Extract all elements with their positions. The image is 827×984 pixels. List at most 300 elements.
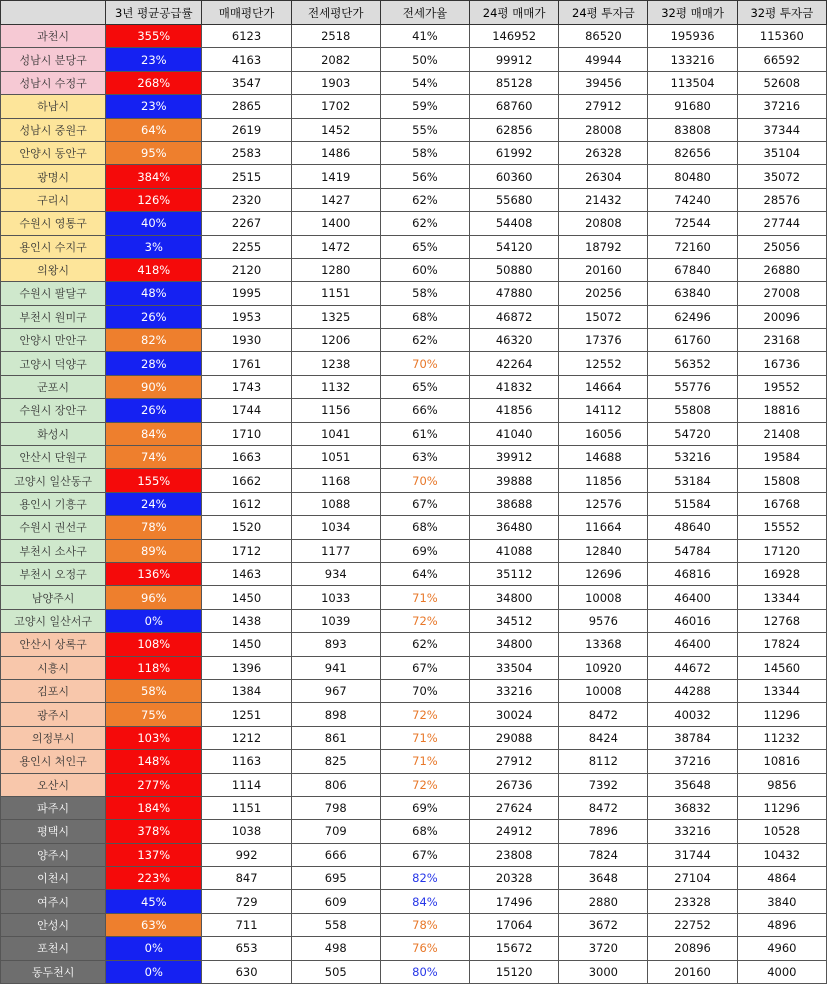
investment-24-cell: 17376 <box>559 329 648 352</box>
price-32-cell: 72544 <box>648 212 737 235</box>
table-row <box>1 656 827 679</box>
jeonse-ratio-cell: 65% <box>380 235 469 258</box>
price-32-cell: 48640 <box>648 516 737 539</box>
price-32-cell: 33216 <box>648 820 737 843</box>
jeonse-price-cell: 806 <box>291 773 380 796</box>
price-24-cell: 30024 <box>470 703 559 726</box>
price-32-cell: 83808 <box>648 118 737 141</box>
sale-price-cell: 1743 <box>202 375 291 398</box>
jeonse-ratio-cell: 58% <box>380 282 469 305</box>
price-24-cell: 38688 <box>470 492 559 515</box>
investment-24-cell: 11856 <box>559 469 648 492</box>
jeonse-ratio-cell: 76% <box>380 937 469 960</box>
investment-24-cell: 21432 <box>559 188 648 211</box>
investment-24-cell: 12576 <box>559 492 648 515</box>
investment-32-cell: 4960 <box>737 937 826 960</box>
price-32-cell: 55776 <box>648 375 737 398</box>
table-row <box>1 773 827 796</box>
table-row <box>1 820 827 843</box>
supply-rate-cell: 355% <box>106 25 202 48</box>
price-32-cell: 44672 <box>648 656 737 679</box>
sale-price-cell: 1212 <box>202 726 291 749</box>
sale-price-cell: 1151 <box>202 796 291 819</box>
investment-24-cell: 8472 <box>559 703 648 726</box>
sale-price-cell: 1663 <box>202 446 291 469</box>
investment-32-cell: 4896 <box>737 913 826 936</box>
supply-rate-cell: 24% <box>106 492 202 515</box>
investment-32-cell: 26880 <box>737 258 826 281</box>
table-row <box>1 750 827 773</box>
price-32-cell: 37216 <box>648 750 737 773</box>
header-32-sale-price: 32평 매매가 <box>648 1 737 25</box>
jeonse-ratio-cell: 82% <box>380 867 469 890</box>
table-row <box>1 422 827 445</box>
investment-32-cell: 19552 <box>737 375 826 398</box>
sale-price-cell: 1163 <box>202 750 291 773</box>
sale-price-cell: 1761 <box>202 352 291 375</box>
price-32-cell: 72160 <box>648 235 737 258</box>
jeonse-price-cell: 934 <box>291 562 380 585</box>
investment-32-cell: 13344 <box>737 679 826 702</box>
price-24-cell: 39912 <box>470 446 559 469</box>
table-row <box>1 586 827 609</box>
supply-rate-cell: 84% <box>106 422 202 445</box>
price-32-cell: 195936 <box>648 25 737 48</box>
price-32-cell: 38784 <box>648 726 737 749</box>
jeonse-ratio-cell: 62% <box>380 212 469 235</box>
supply-rate-cell: 74% <box>106 446 202 469</box>
investment-32-cell: 19584 <box>737 446 826 469</box>
sale-price-cell: 630 <box>202 960 291 983</box>
supply-rate-cell: 48% <box>106 282 202 305</box>
price-32-cell: 53184 <box>648 469 737 492</box>
sale-price-cell: 1251 <box>202 703 291 726</box>
investment-32-cell: 20096 <box>737 305 826 328</box>
jeonse-ratio-cell: 60% <box>380 258 469 281</box>
price-32-cell: 27104 <box>648 867 737 890</box>
supply-rate-cell: 63% <box>106 913 202 936</box>
sale-price-cell: 1612 <box>202 492 291 515</box>
sale-price-cell: 2267 <box>202 212 291 235</box>
header-sale-price-per-pyeong: 매매평단가 <box>202 1 291 25</box>
region-cell: 안산시 상록구 <box>1 633 106 656</box>
region-cell: 동두천시 <box>1 960 106 983</box>
table-row <box>1 329 827 352</box>
jeonse-price-cell: 1051 <box>291 446 380 469</box>
supply-rate-cell: 3% <box>106 235 202 258</box>
region-cell: 안산시 단원구 <box>1 446 106 469</box>
investment-32-cell: 25056 <box>737 235 826 258</box>
investment-24-cell: 39456 <box>559 71 648 94</box>
investment-24-cell: 49944 <box>559 48 648 71</box>
jeonse-price-cell: 1427 <box>291 188 380 211</box>
supply-rate-cell: 155% <box>106 469 202 492</box>
supply-rate-cell: 126% <box>106 188 202 211</box>
jeonse-ratio-cell: 64% <box>380 562 469 585</box>
supply-rate-cell: 184% <box>106 796 202 819</box>
region-cell: 수원시 영통구 <box>1 212 106 235</box>
jeonse-price-cell: 798 <box>291 796 380 819</box>
jeonse-ratio-cell: 61% <box>380 422 469 445</box>
region-cell: 수원시 팔달구 <box>1 282 106 305</box>
sale-price-cell: 992 <box>202 843 291 866</box>
jeonse-ratio-cell: 55% <box>380 118 469 141</box>
jeonse-ratio-cell: 68% <box>380 305 469 328</box>
investment-32-cell: 21408 <box>737 422 826 445</box>
price-32-cell: 113504 <box>648 71 737 94</box>
sale-price-cell: 2120 <box>202 258 291 281</box>
investment-32-cell: 27744 <box>737 212 826 235</box>
investment-24-cell: 20808 <box>559 212 648 235</box>
jeonse-price-cell: 1702 <box>291 95 380 118</box>
price-32-cell: 67840 <box>648 258 737 281</box>
region-cell: 수원시 장안구 <box>1 399 106 422</box>
jeonse-price-cell: 861 <box>291 726 380 749</box>
supply-rate-cell: 23% <box>106 48 202 71</box>
jeonse-price-cell: 898 <box>291 703 380 726</box>
table-row <box>1 469 827 492</box>
price-24-cell: 20328 <box>470 867 559 890</box>
investment-24-cell: 12840 <box>559 539 648 562</box>
region-cell: 부천시 소사구 <box>1 539 106 562</box>
price-32-cell: 46016 <box>648 609 737 632</box>
investment-32-cell: 14560 <box>737 656 826 679</box>
investment-24-cell: 3648 <box>559 867 648 890</box>
price-32-cell: 40032 <box>648 703 737 726</box>
investment-32-cell: 27008 <box>737 282 826 305</box>
sale-price-cell: 2320 <box>202 188 291 211</box>
investment-32-cell: 12768 <box>737 609 826 632</box>
table-row <box>1 375 827 398</box>
price-32-cell: 22752 <box>648 913 737 936</box>
jeonse-price-cell: 1151 <box>291 282 380 305</box>
jeonse-price-cell: 695 <box>291 867 380 890</box>
jeonse-ratio-cell: 84% <box>380 890 469 913</box>
price-32-cell: 82656 <box>648 141 737 164</box>
price-24-cell: 54120 <box>470 235 559 258</box>
price-24-cell: 55680 <box>470 188 559 211</box>
table-row <box>1 235 827 258</box>
price-24-cell: 146952 <box>470 25 559 48</box>
jeonse-ratio-cell: 58% <box>380 141 469 164</box>
region-cell: 양주시 <box>1 843 106 866</box>
investment-32-cell: 37216 <box>737 95 826 118</box>
table-row <box>1 516 827 539</box>
investment-24-cell: 15072 <box>559 305 648 328</box>
price-24-cell: 50880 <box>470 258 559 281</box>
region-cell: 평택시 <box>1 820 106 843</box>
sale-price-cell: 1450 <box>202 633 291 656</box>
table-row <box>1 796 827 819</box>
supply-rate-cell: 90% <box>106 375 202 398</box>
investment-32-cell: 3840 <box>737 890 826 913</box>
price-32-cell: 36832 <box>648 796 737 819</box>
table-row <box>1 212 827 235</box>
investment-24-cell: 27912 <box>559 95 648 118</box>
sale-price-cell: 1662 <box>202 469 291 492</box>
sale-price-cell: 4163 <box>202 48 291 71</box>
investment-32-cell: 10432 <box>737 843 826 866</box>
jeonse-price-cell: 1177 <box>291 539 380 562</box>
jeonse-price-cell: 1039 <box>291 609 380 632</box>
supply-rate-cell: 23% <box>106 95 202 118</box>
jeonse-ratio-cell: 63% <box>380 446 469 469</box>
region-cell: 성남시 분당구 <box>1 48 106 71</box>
price-32-cell: 54784 <box>648 539 737 562</box>
jeonse-ratio-cell: 68% <box>380 820 469 843</box>
table-row <box>1 492 827 515</box>
investment-24-cell: 28008 <box>559 118 648 141</box>
region-cell: 수원시 권선구 <box>1 516 106 539</box>
table-row <box>1 703 827 726</box>
region-cell: 용인시 처인구 <box>1 750 106 773</box>
jeonse-price-cell: 967 <box>291 679 380 702</box>
sale-price-cell: 653 <box>202 937 291 960</box>
region-cell: 성남시 수정구 <box>1 71 106 94</box>
price-24-cell: 34800 <box>470 586 559 609</box>
sale-price-cell: 6123 <box>202 25 291 48</box>
supply-rate-cell: 95% <box>106 141 202 164</box>
investment-32-cell: 17120 <box>737 539 826 562</box>
region-cell: 남양주시 <box>1 586 106 609</box>
price-32-cell: 61760 <box>648 329 737 352</box>
supply-rate-cell: 378% <box>106 820 202 843</box>
investment-32-cell: 15552 <box>737 516 826 539</box>
investment-24-cell: 14688 <box>559 446 648 469</box>
price-24-cell: 68760 <box>470 95 559 118</box>
sale-price-cell: 2255 <box>202 235 291 258</box>
jeonse-price-cell: 1033 <box>291 586 380 609</box>
investment-32-cell: 17824 <box>737 633 826 656</box>
investment-32-cell: 11296 <box>737 703 826 726</box>
region-cell: 하남시 <box>1 95 106 118</box>
jeonse-price-cell: 505 <box>291 960 380 983</box>
jeonse-ratio-cell: 62% <box>380 329 469 352</box>
investment-24-cell: 26304 <box>559 165 648 188</box>
jeonse-ratio-cell: 67% <box>380 492 469 515</box>
jeonse-ratio-cell: 69% <box>380 539 469 562</box>
jeonse-price-cell: 1472 <box>291 235 380 258</box>
header-jeonse-ratio: 전세가율 <box>380 1 469 25</box>
header-row <box>1 1 827 25</box>
supply-rate-cell: 40% <box>106 212 202 235</box>
supply-rate-cell: 75% <box>106 703 202 726</box>
price-24-cell: 23808 <box>470 843 559 866</box>
header-24-sale-price: 24평 매매가 <box>470 1 559 25</box>
price-32-cell: 51584 <box>648 492 737 515</box>
jeonse-price-cell: 609 <box>291 890 380 913</box>
price-24-cell: 17064 <box>470 913 559 936</box>
table-row <box>1 25 827 48</box>
sale-price-cell: 1463 <box>202 562 291 585</box>
investment-32-cell: 52608 <box>737 71 826 94</box>
investment-24-cell: 9576 <box>559 609 648 632</box>
header-region <box>1 1 106 25</box>
sale-price-cell: 1396 <box>202 656 291 679</box>
investment-32-cell: 37344 <box>737 118 826 141</box>
jeonse-price-cell: 1325 <box>291 305 380 328</box>
supply-rate-cell: 103% <box>106 726 202 749</box>
sale-price-cell: 1930 <box>202 329 291 352</box>
sale-price-cell: 1520 <box>202 516 291 539</box>
investment-32-cell: 13344 <box>737 586 826 609</box>
investment-32-cell: 10528 <box>737 820 826 843</box>
supply-rate-cell: 0% <box>106 960 202 983</box>
sale-price-cell: 729 <box>202 890 291 913</box>
table-row <box>1 843 827 866</box>
region-cell: 부천시 원미구 <box>1 305 106 328</box>
jeonse-ratio-cell: 56% <box>380 165 469 188</box>
price-24-cell: 41856 <box>470 399 559 422</box>
sale-price-cell: 3547 <box>202 71 291 94</box>
investment-24-cell: 12696 <box>559 562 648 585</box>
jeonse-price-cell: 1903 <box>291 71 380 94</box>
price-32-cell: 46816 <box>648 562 737 585</box>
price-24-cell: 27912 <box>470 750 559 773</box>
price-32-cell: 74240 <box>648 188 737 211</box>
supply-rate-cell: 384% <box>106 165 202 188</box>
investment-24-cell: 10008 <box>559 679 648 702</box>
price-24-cell: 42264 <box>470 352 559 375</box>
sale-price-cell: 1438 <box>202 609 291 632</box>
price-32-cell: 31744 <box>648 843 737 866</box>
region-cell: 의정부시 <box>1 726 106 749</box>
region-cell: 안양시 동안구 <box>1 141 106 164</box>
jeonse-ratio-cell: 50% <box>380 48 469 71</box>
jeonse-price-cell: 2082 <box>291 48 380 71</box>
jeonse-ratio-cell: 59% <box>380 95 469 118</box>
region-cell: 과천시 <box>1 25 106 48</box>
supply-rate-cell: 277% <box>106 773 202 796</box>
jeonse-ratio-cell: 69% <box>380 796 469 819</box>
jeonse-ratio-cell: 62% <box>380 188 469 211</box>
investment-32-cell: 18816 <box>737 399 826 422</box>
table-row <box>1 165 827 188</box>
jeonse-ratio-cell: 71% <box>380 726 469 749</box>
jeonse-price-cell: 941 <box>291 656 380 679</box>
jeonse-price-cell: 1156 <box>291 399 380 422</box>
price-32-cell: 20160 <box>648 960 737 983</box>
region-cell: 여주시 <box>1 890 106 913</box>
investment-24-cell: 2880 <box>559 890 648 913</box>
table-row <box>1 399 827 422</box>
supply-rate-cell: 78% <box>106 516 202 539</box>
investment-32-cell: 4000 <box>737 960 826 983</box>
supply-rate-cell: 96% <box>106 586 202 609</box>
table-row <box>1 890 827 913</box>
investment-24-cell: 7824 <box>559 843 648 866</box>
jeonse-ratio-cell: 78% <box>380 913 469 936</box>
table-row <box>1 305 827 328</box>
supply-rate-cell: 418% <box>106 258 202 281</box>
price-24-cell: 85128 <box>470 71 559 94</box>
sale-price-cell: 1995 <box>202 282 291 305</box>
jeonse-price-cell: 558 <box>291 913 380 936</box>
region-cell: 이천시 <box>1 867 106 890</box>
table-row <box>1 726 827 749</box>
sale-price-cell: 2583 <box>202 141 291 164</box>
jeonse-ratio-cell: 71% <box>380 586 469 609</box>
jeonse-price-cell: 1088 <box>291 492 380 515</box>
jeonse-ratio-cell: 72% <box>380 773 469 796</box>
investment-32-cell: 11296 <box>737 796 826 819</box>
region-cell: 안성시 <box>1 913 106 936</box>
investment-24-cell: 7896 <box>559 820 648 843</box>
supply-rate-cell: 108% <box>106 633 202 656</box>
jeonse-ratio-cell: 80% <box>380 960 469 983</box>
table-row <box>1 258 827 281</box>
supply-rate-cell: 28% <box>106 352 202 375</box>
jeonse-price-cell: 1034 <box>291 516 380 539</box>
investment-24-cell: 10008 <box>559 586 648 609</box>
region-cell: 광명시 <box>1 165 106 188</box>
jeonse-ratio-cell: 72% <box>380 703 469 726</box>
investment-24-cell: 10920 <box>559 656 648 679</box>
investment-24-cell: 18792 <box>559 235 648 258</box>
jeonse-price-cell: 1132 <box>291 375 380 398</box>
price-24-cell: 46320 <box>470 329 559 352</box>
price-24-cell: 41832 <box>470 375 559 398</box>
investment-24-cell: 14664 <box>559 375 648 398</box>
region-cell: 고양시 일산동구 <box>1 469 106 492</box>
price-24-cell: 36480 <box>470 516 559 539</box>
investment-32-cell: 23168 <box>737 329 826 352</box>
price-24-cell: 17496 <box>470 890 559 913</box>
region-cell: 의왕시 <box>1 258 106 281</box>
price-32-cell: 91680 <box>648 95 737 118</box>
investment-24-cell: 20160 <box>559 258 648 281</box>
jeonse-price-cell: 709 <box>291 820 380 843</box>
price-32-cell: 54720 <box>648 422 737 445</box>
investment-24-cell: 11664 <box>559 516 648 539</box>
supply-rate-cell: 148% <box>106 750 202 773</box>
region-cell: 고양시 일산서구 <box>1 609 106 632</box>
sale-price-cell: 711 <box>202 913 291 936</box>
table-row <box>1 95 827 118</box>
region-cell: 용인시 수지구 <box>1 235 106 258</box>
price-24-cell: 35112 <box>470 562 559 585</box>
jeonse-price-cell: 1486 <box>291 141 380 164</box>
supply-rate-cell: 89% <box>106 539 202 562</box>
header-jeonse-price-per-pyeong: 전세평단가 <box>291 1 380 25</box>
table-row <box>1 539 827 562</box>
supply-rate-cell: 137% <box>106 843 202 866</box>
price-24-cell: 24912 <box>470 820 559 843</box>
jeonse-ratio-cell: 41% <box>380 25 469 48</box>
price-32-cell: 46400 <box>648 633 737 656</box>
region-cell: 고양시 덕양구 <box>1 352 106 375</box>
price-24-cell: 99912 <box>470 48 559 71</box>
investment-24-cell: 20256 <box>559 282 648 305</box>
jeonse-ratio-cell: 66% <box>380 399 469 422</box>
price-24-cell: 26736 <box>470 773 559 796</box>
jeonse-price-cell: 1452 <box>291 118 380 141</box>
investment-24-cell: 16056 <box>559 422 648 445</box>
investment-24-cell: 7392 <box>559 773 648 796</box>
supply-rate-cell: 223% <box>106 867 202 890</box>
jeonse-price-cell: 2518 <box>291 25 380 48</box>
price-24-cell: 15120 <box>470 960 559 983</box>
price-32-cell: 35648 <box>648 773 737 796</box>
table-row <box>1 913 827 936</box>
header-24-investment: 24평 투자금 <box>559 1 648 25</box>
investment-24-cell: 3672 <box>559 913 648 936</box>
table-row <box>1 188 827 211</box>
investment-24-cell: 14112 <box>559 399 648 422</box>
jeonse-ratio-cell: 70% <box>380 352 469 375</box>
price-32-cell: 62496 <box>648 305 737 328</box>
jeonse-price-cell: 498 <box>291 937 380 960</box>
